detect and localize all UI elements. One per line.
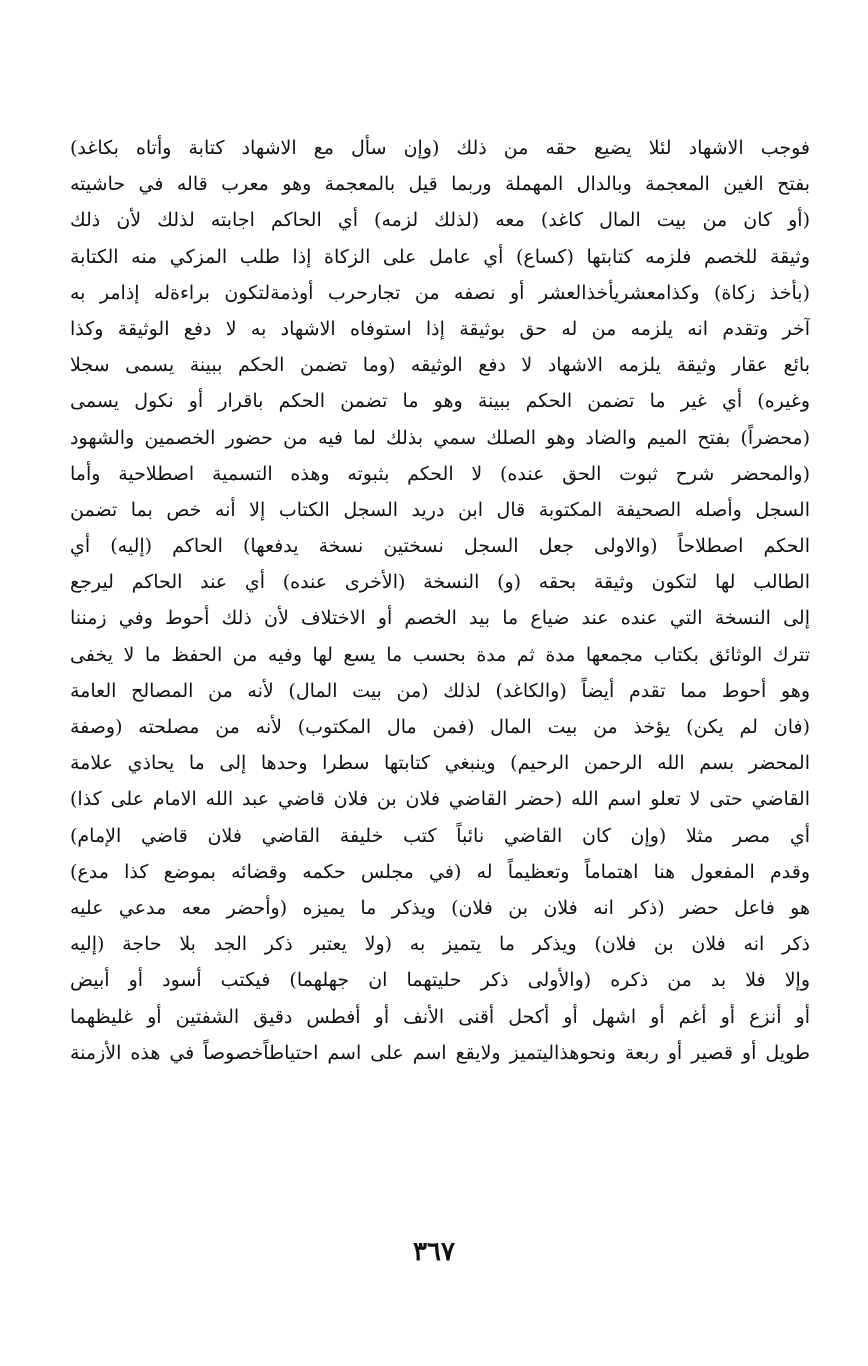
text-line: وقدم المفعول هنا اهتماماً وتعظيماً له (في مجلس حكمه وقضائه بموضع كذا مدع) — [70, 860, 810, 883]
text-line: (بأخذ زكاة) وكذامعشريأخذالعشر أو نصفه من تجارحرب أوذمةلتكون براءةله إذامر به — [70, 281, 810, 304]
text-line: وثيقة للخصم فلزمه كتابتها (كساع) أي عامل على الزكاة إذا طلب المزكي منه الكتابة — [70, 245, 810, 268]
text-line: أو أنزع أو أغم أو اشهل أو أكحل أقنى الأنف أو أفطس دقيق الشفتين أو غليظهما — [70, 1005, 810, 1028]
text-line: المحضر بسم الله الرحمن الرحيم) وينبغي كتابتها سطرا وحدها إلى ما يحاذي علامة — [70, 752, 810, 775]
text-line: أي مصر مثلا (وإن كان القاضي نائباً كتب خليفة القاضي فلان قاضي الإمام) — [70, 824, 810, 847]
text-line: وغيره) أي غير ما تضمن الحكم ببينة وهو ما تضمن الحكم باقرار أو نكول يسمى — [70, 390, 810, 413]
text-line: (والمحضر شرح ثبوت الحق عنده) لا الحكم بثبوته وهذه التسمية اصطلاحية وأما — [70, 462, 810, 485]
text-line: القاضي حتى لا تعلو اسم الله (حضر القاضي فلان بن فلان قاضي عبد الله الامام على كذا) — [70, 788, 810, 811]
text-line: السجل وأصله الصحيفة المكتوبة قال ابن دريد السجل الكتاب إلا أنه خص بما تضمن — [70, 498, 810, 521]
text-line: ذكر انه فلان بن فلان) ويذكر ما يتميز به (ولا يعتبر ذكر الجد بلا حاجة (إليه — [70, 933, 810, 956]
text-line: تترك الوثائق بكتاب مجمعها مدة ثم مدة بحسب ما يسع لها وفيه من الحفظ ما لا يخفى — [70, 643, 810, 666]
text-line: (أو كان من بيت المال كاغد) معه (لذلك لزمه) أي الحاكم اجابته لذلك لأن ذلك — [70, 209, 810, 232]
text-line: بائع عقار وثيقة يلزمه الاشهاد لا دفع الوثيقه (وما تضمن الحكم ببينة يسمى سجلا — [70, 354, 810, 377]
text-line: (فان لم يكن) يؤخذ من بيت المال (فمن مال المكتوب) لأنه من مصلحته (وصفة — [70, 716, 810, 738]
text-line: هو فاعل حضر (ذكر انه فلان بن فلان) ويذكر ما يميزه (وأحضر معه مدعي عليه — [70, 896, 810, 919]
text-line: فوجب الاشهاد لئلا يضيع حقه من ذلك (وإن سأل مع الاشهاد كتابة وأتاه بكاغد) — [70, 137, 810, 159]
text-line: بفتح الغين المعجمة وبالدال المهملة وربما قيل بالمعجمة وهو معرب قاله في حاشيته — [70, 173, 810, 196]
text-line: إلى النسخة التي عنده عند ضياع ما بيد الخصم أو الاختلاف لأن ذلك أحوط وفي زمننا — [70, 607, 810, 630]
body-text — [70, 130, 810, 1071]
text-line: آخر وتقدم انه يلزمه من له حق بوثيقة إذا استوفاه الاشهاد به لا دفع الوثيقة وكذا — [70, 317, 810, 340]
text-line: طويل أو قصير أو ربعة ونحوهذاليتميز ولايقع اسم على اسم احتياطاًخصوصاً في هذه الأزمنة — [70, 1041, 810, 1064]
text-line: الطالب لها لتكون وثيقة بحقه (و) النسخة (الأخرى عنده) أي عند الحاكم ليرجع — [70, 571, 810, 594]
page-number: ٣٦٧ — [413, 1237, 455, 1267]
text-line: وإلا فلا بد من ذكره (والأولى ذكر حليتهما ان جهلهما) فيكتب أسود أو أبيض — [70, 969, 810, 992]
text-line: (محضراً) بفتح الميم والضاد وهو الصلك سمي بذلك لما فيه من حضور الخصمين والشهود — [70, 426, 810, 449]
text-line: الحكم اصطلاحاً (والاولى جعل السجل نسختين نسخة يدفعها) الحاكم (إليه) أي — [70, 535, 810, 558]
text-line: وهو أحوط مما تقدم أيضاً (والكاغد) لذلك (من بيت المال) لأنه من المصالح العامة — [70, 679, 810, 702]
